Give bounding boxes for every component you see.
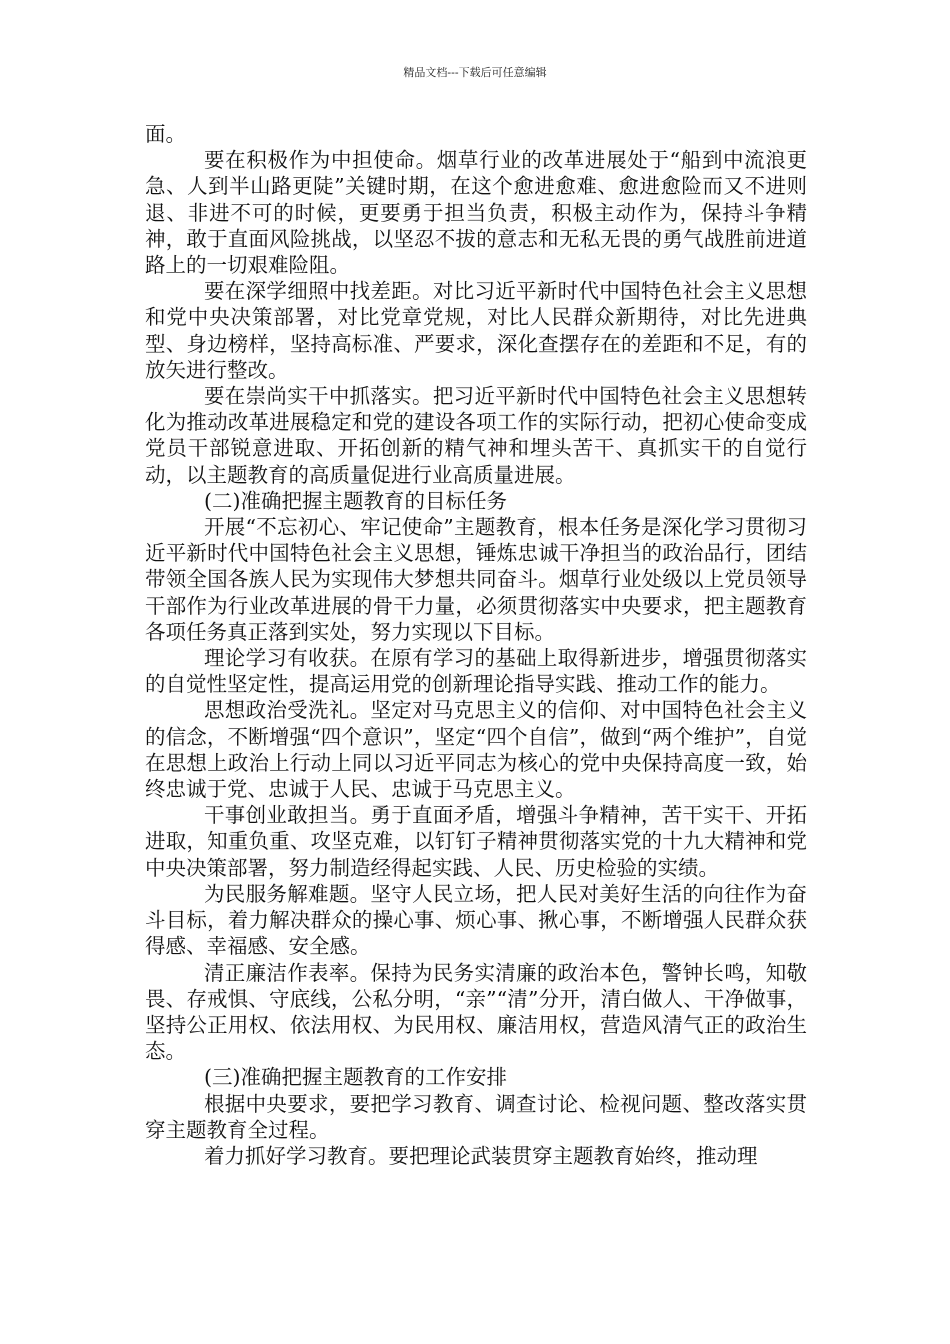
paragraph-5: 开展“不忘初心、牢记使命”主题教育，根本任务是深化学习贯彻习近平新时代中国特色社会主义思想，锤炼忠诚干净担当的政治品行，团结带领全国各族人民为实现伟大梦想共同奋斗。烟草行业处级以上党员领导干部作为行业改革进展的骨干力量，必须贯彻落实中央要求，把主题教育各项任务真正落到实处，努力实现以下目标。 [145, 515, 807, 644]
paragraph-11: 根据中央要求，要把学习教育、调查讨论、检视问题、整改落实贯穿主题教育全过程。 [145, 1091, 807, 1142]
paragraph-4: 要在崇尚实干中抓落实。把习近平新时代中国特色社会主义思想转化为推动改革进展稳定和党的建设各项工作的实际行动，把初心使命变成党员干部锐意进取、开拓创新的精气神和埋头苦干、真抓实干的自觉行动，以主题教育的高质量促进行业高质量进展。 [145, 384, 807, 487]
paragraph-8: 干事创业敢担当。勇于直面矛盾，增强斗争精神，苦干实干、开拓进取，知重负重、攻坚克难，以钉钉子精神贯彻落实党的十九大精神和党中央决策部署，努力制造经得起实践、人民、历史检验的实绩。 [145, 803, 807, 880]
paragraph-1: 面。 [145, 122, 186, 146]
paragraph-6: 理论学习有收获。在原有学习的基础上取得新进步，增强贯彻落实的自觉性坚定性，提高运用党的创新理论指导实践、推动工作的能力。 [145, 646, 807, 697]
document-body [145, 121, 807, 1169]
section-heading-3: (三)准确把握主题教育的工作安排 [204, 1065, 507, 1090]
paragraph-9: 为民服务解难题。坚守人民立场，把人民对美好生活的向往作为奋斗目标，着力解决群众的操心事、烦心事、揪心事，不断增强人民群众获得感、幸福感、安全感。 [145, 881, 807, 959]
paragraph-12: 着力抓好学习教育。要把理论武装贯穿主题教育始终，推动理 [204, 1143, 758, 1168]
paragraph-10: 清正廉洁作表率。保持为民务实清廉的政治本色，警钟长鸣，知敬畏、存戒惧、守底线，公私分明，“亲”“清”分开，清白做人、干净做事，坚持公正用权、依法用权、为民用权、廉洁用权，营造风清气正的政治生态。 [145, 960, 807, 1064]
paragraph-2: 要在积极作为中担使命。烟草行业的改革进展处于“船到中流浪更急、人到半山路更陡”关键时期，在这个愈进愈难、愈进愈险而又不进则退、非进不可的时候，更要勇于担当负责，积极主动作为，保持斗争精神，敢于直面风险挑战，以坚忍不拔的意志和无私无畏的勇气战胜前进道路上的一切艰难险阻。 [145, 148, 807, 278]
paragraph-3: 要在深学细照中找差距。对比习近平新时代中国特色社会主义思想和党中央决策部署，对比党章党规，对比人民群众新期待，对比先进典型、身边榜样，坚持高标准、严要求，深化查摆存在的差距和不足，有的放矢进行整改。 [145, 279, 807, 382]
paragraph-7: 思想政治受洗礼。坚定对马克思主义的信仰、对中国特色社会主义的信念，不断增强“四个意识”，坚定“四个自信”，做到“两个维护”，自觉在思想上政治上行动上同以习近平同志为核心的党中央保持高度一致，始终忠诚于党、忠诚于人民、忠诚于马克思主义。 [145, 698, 807, 802]
page-header: 精品文档---下载后可任意编辑 [403, 66, 547, 79]
section-heading-2: (二)准确把握主题教育的目标任务 [204, 488, 507, 513]
